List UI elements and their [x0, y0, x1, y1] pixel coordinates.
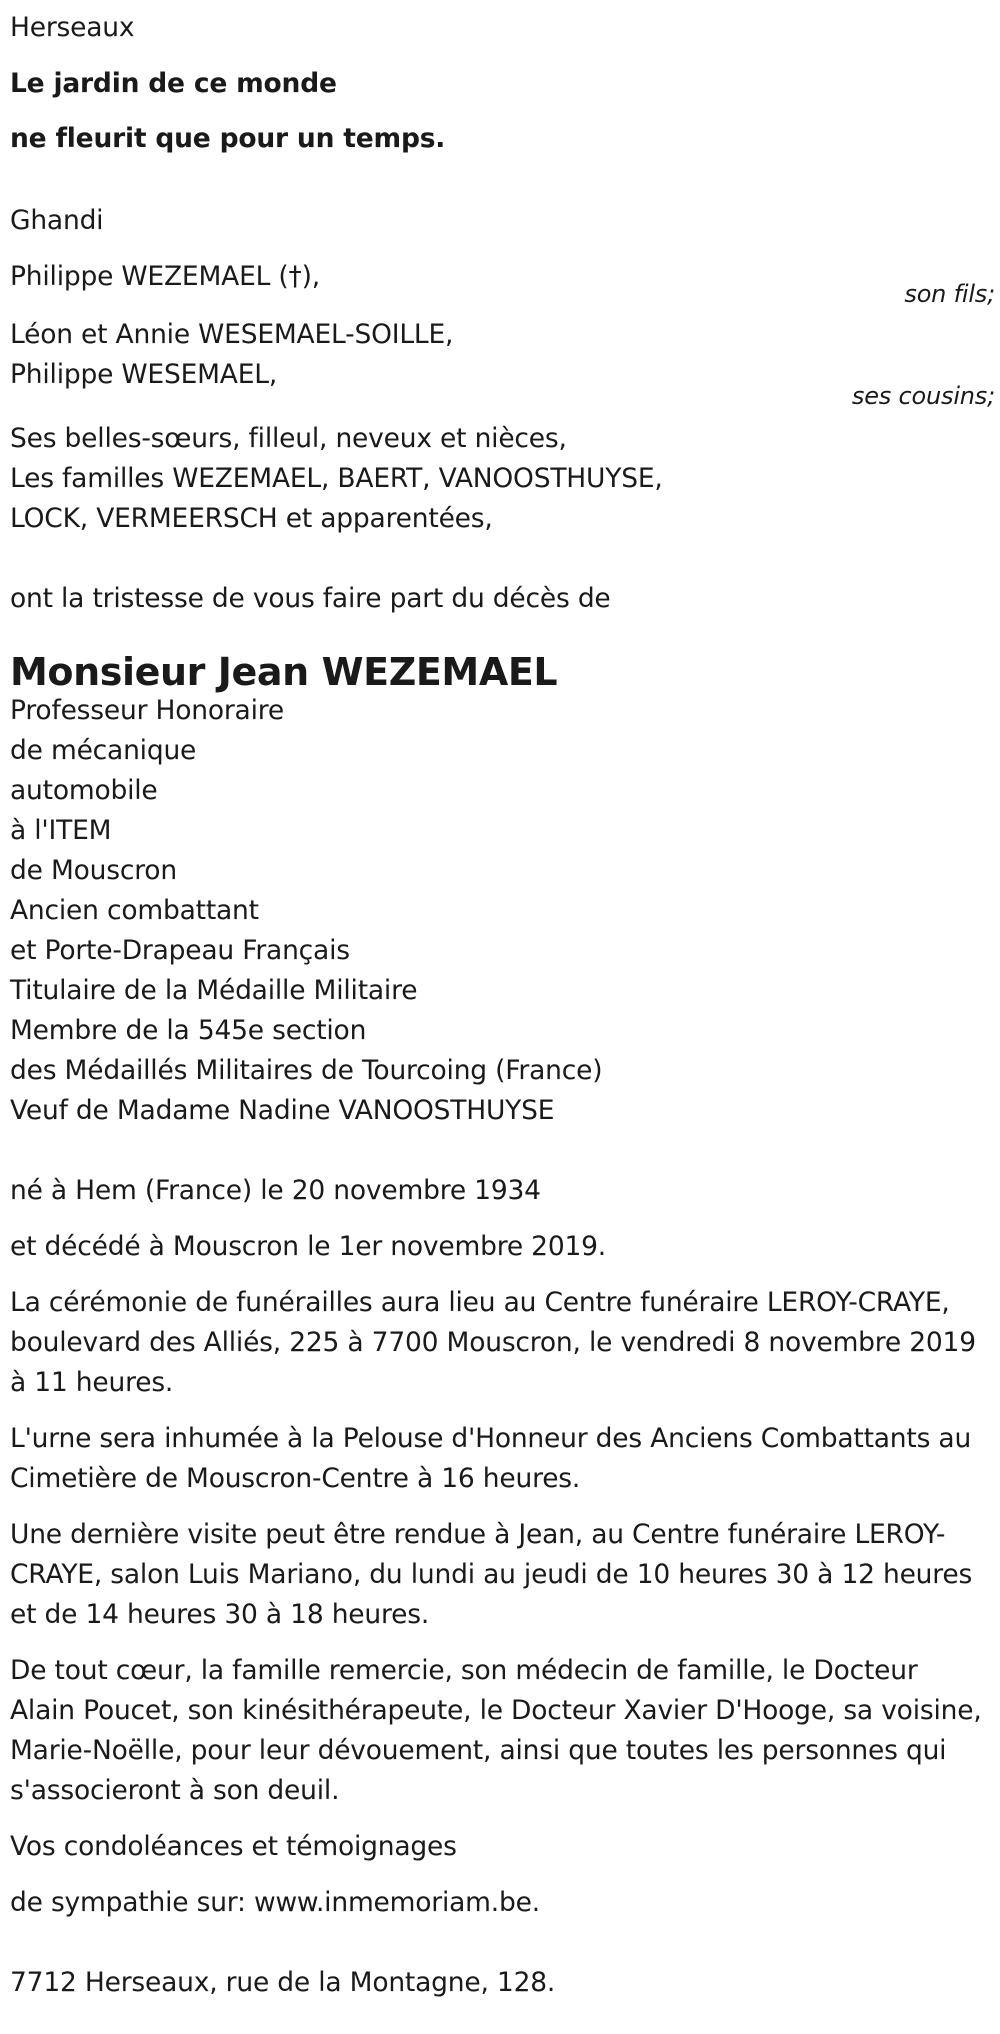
title-line: Membre de la 545e section	[10, 1015, 367, 1046]
address: 7712 Herseaux, rue de la Montagne, 128.	[10, 1967, 556, 1998]
ceremony-line: La cérémonie de funérailles aura lieu au Centre funéraire LEROY-CRAYE,	[10, 1287, 950, 1318]
title-line: Titulaire de la Médaille Militaire	[10, 975, 418, 1006]
burial-line: Cimetière de Mouscron-Centre à 16 heures.	[10, 1463, 581, 1494]
birth-info: né à Hem (France) le 20 novembre 1934	[10, 1175, 541, 1206]
family-others-2: Les familles WEZEMAEL, BAERT, VANOOSTHUYSE,	[10, 463, 663, 494]
title-line: de Mouscron	[10, 855, 177, 886]
son-role: son fils;	[904, 280, 995, 308]
ceremony-paragraph	[10, 1283, 995, 1403]
visit-line: et de 14 heures 30 à 18 heures.	[10, 1599, 430, 1630]
visit-paragraph	[10, 1515, 995, 1635]
burial-line: L'urne sera inhumée à la Pelouse d'Honneur des Anciens Combattants au	[10, 1423, 972, 1454]
title-line: Ancien combattant	[10, 895, 259, 926]
title-line: des Médaillés Militaires de Tourcoing (France)	[10, 1055, 603, 1086]
quote-line-2: ne fleurit que pour un temps.	[10, 123, 446, 154]
condolences-line-1: Vos condoléances et témoignages	[10, 1831, 457, 1862]
titles-list	[10, 691, 995, 1131]
title-line: à l'ITEM	[10, 815, 112, 846]
deceased-name: Monsieur Jean WEZEMAEL	[10, 650, 558, 694]
family-son: Philippe WEZEMAEL (†),	[10, 261, 320, 292]
family-cousin-1: Léon et Annie WESEMAEL-SOILLE,	[10, 319, 454, 350]
burial-paragraph	[10, 1419, 995, 1499]
family-others-1: Ses belles-sœurs, filleul, neveux et nièces,	[10, 423, 567, 454]
announcement: ont la tristesse de vous faire part du décès de	[10, 583, 611, 614]
visit-line: Une dernière visite peut être rendue à Jean, au Centre funéraire LEROY-	[10, 1519, 946, 1550]
ceremony-line: à 11 heures.	[10, 1367, 174, 1398]
location-header: Herseaux	[10, 12, 135, 43]
title-line: automobile	[10, 775, 158, 806]
thanks-line: Marie-Noëlle, pour leur dévouement, ainsi que toutes les personnes qui	[10, 1735, 947, 1766]
visit-line: CRAYE, salon Luis Mariano, du lundi au jeudi de 10 heures 30 à 12 heures	[10, 1559, 973, 1590]
death-info: et décédé à Mouscron le 1er novembre 2019.	[10, 1231, 607, 1262]
thanks-line: s'associeront à son deuil.	[10, 1775, 340, 1806]
ceremony-line: boulevard des Alliés, 225 à 7700 Mouscron, le vendredi 8 novembre 2019	[10, 1327, 976, 1358]
title-line: et Porte-Drapeau Français	[10, 935, 350, 966]
thanks-paragraph	[10, 1651, 995, 1811]
condolences-line-2: de sympathie sur: www.inmemoriam.be.	[10, 1887, 540, 1918]
thanks-line: De tout cœur, la famille remercie, son médecin de famille, le Docteur	[10, 1655, 918, 1686]
quote-line-1: Le jardin de ce monde	[10, 68, 337, 99]
obituary-document	[10, 8, 995, 2003]
family-cousin-2: Philippe WESEMAEL,	[10, 359, 278, 390]
family-others-3: LOCK, VERMEERSCH et apparentées,	[10, 503, 493, 534]
title-line: Professeur Honoraire	[10, 695, 284, 726]
cousins-role: ses cousins;	[851, 382, 995, 410]
quote-author: Ghandi	[10, 205, 104, 236]
title-line: de mécanique	[10, 735, 197, 766]
title-line: Veuf de Madame Nadine VANOOSTHUYSE	[10, 1095, 555, 1126]
thanks-line: Alain Poucet, son kinésithérapeute, le Docteur Xavier D'Hooge, sa voisine,	[10, 1695, 982, 1726]
